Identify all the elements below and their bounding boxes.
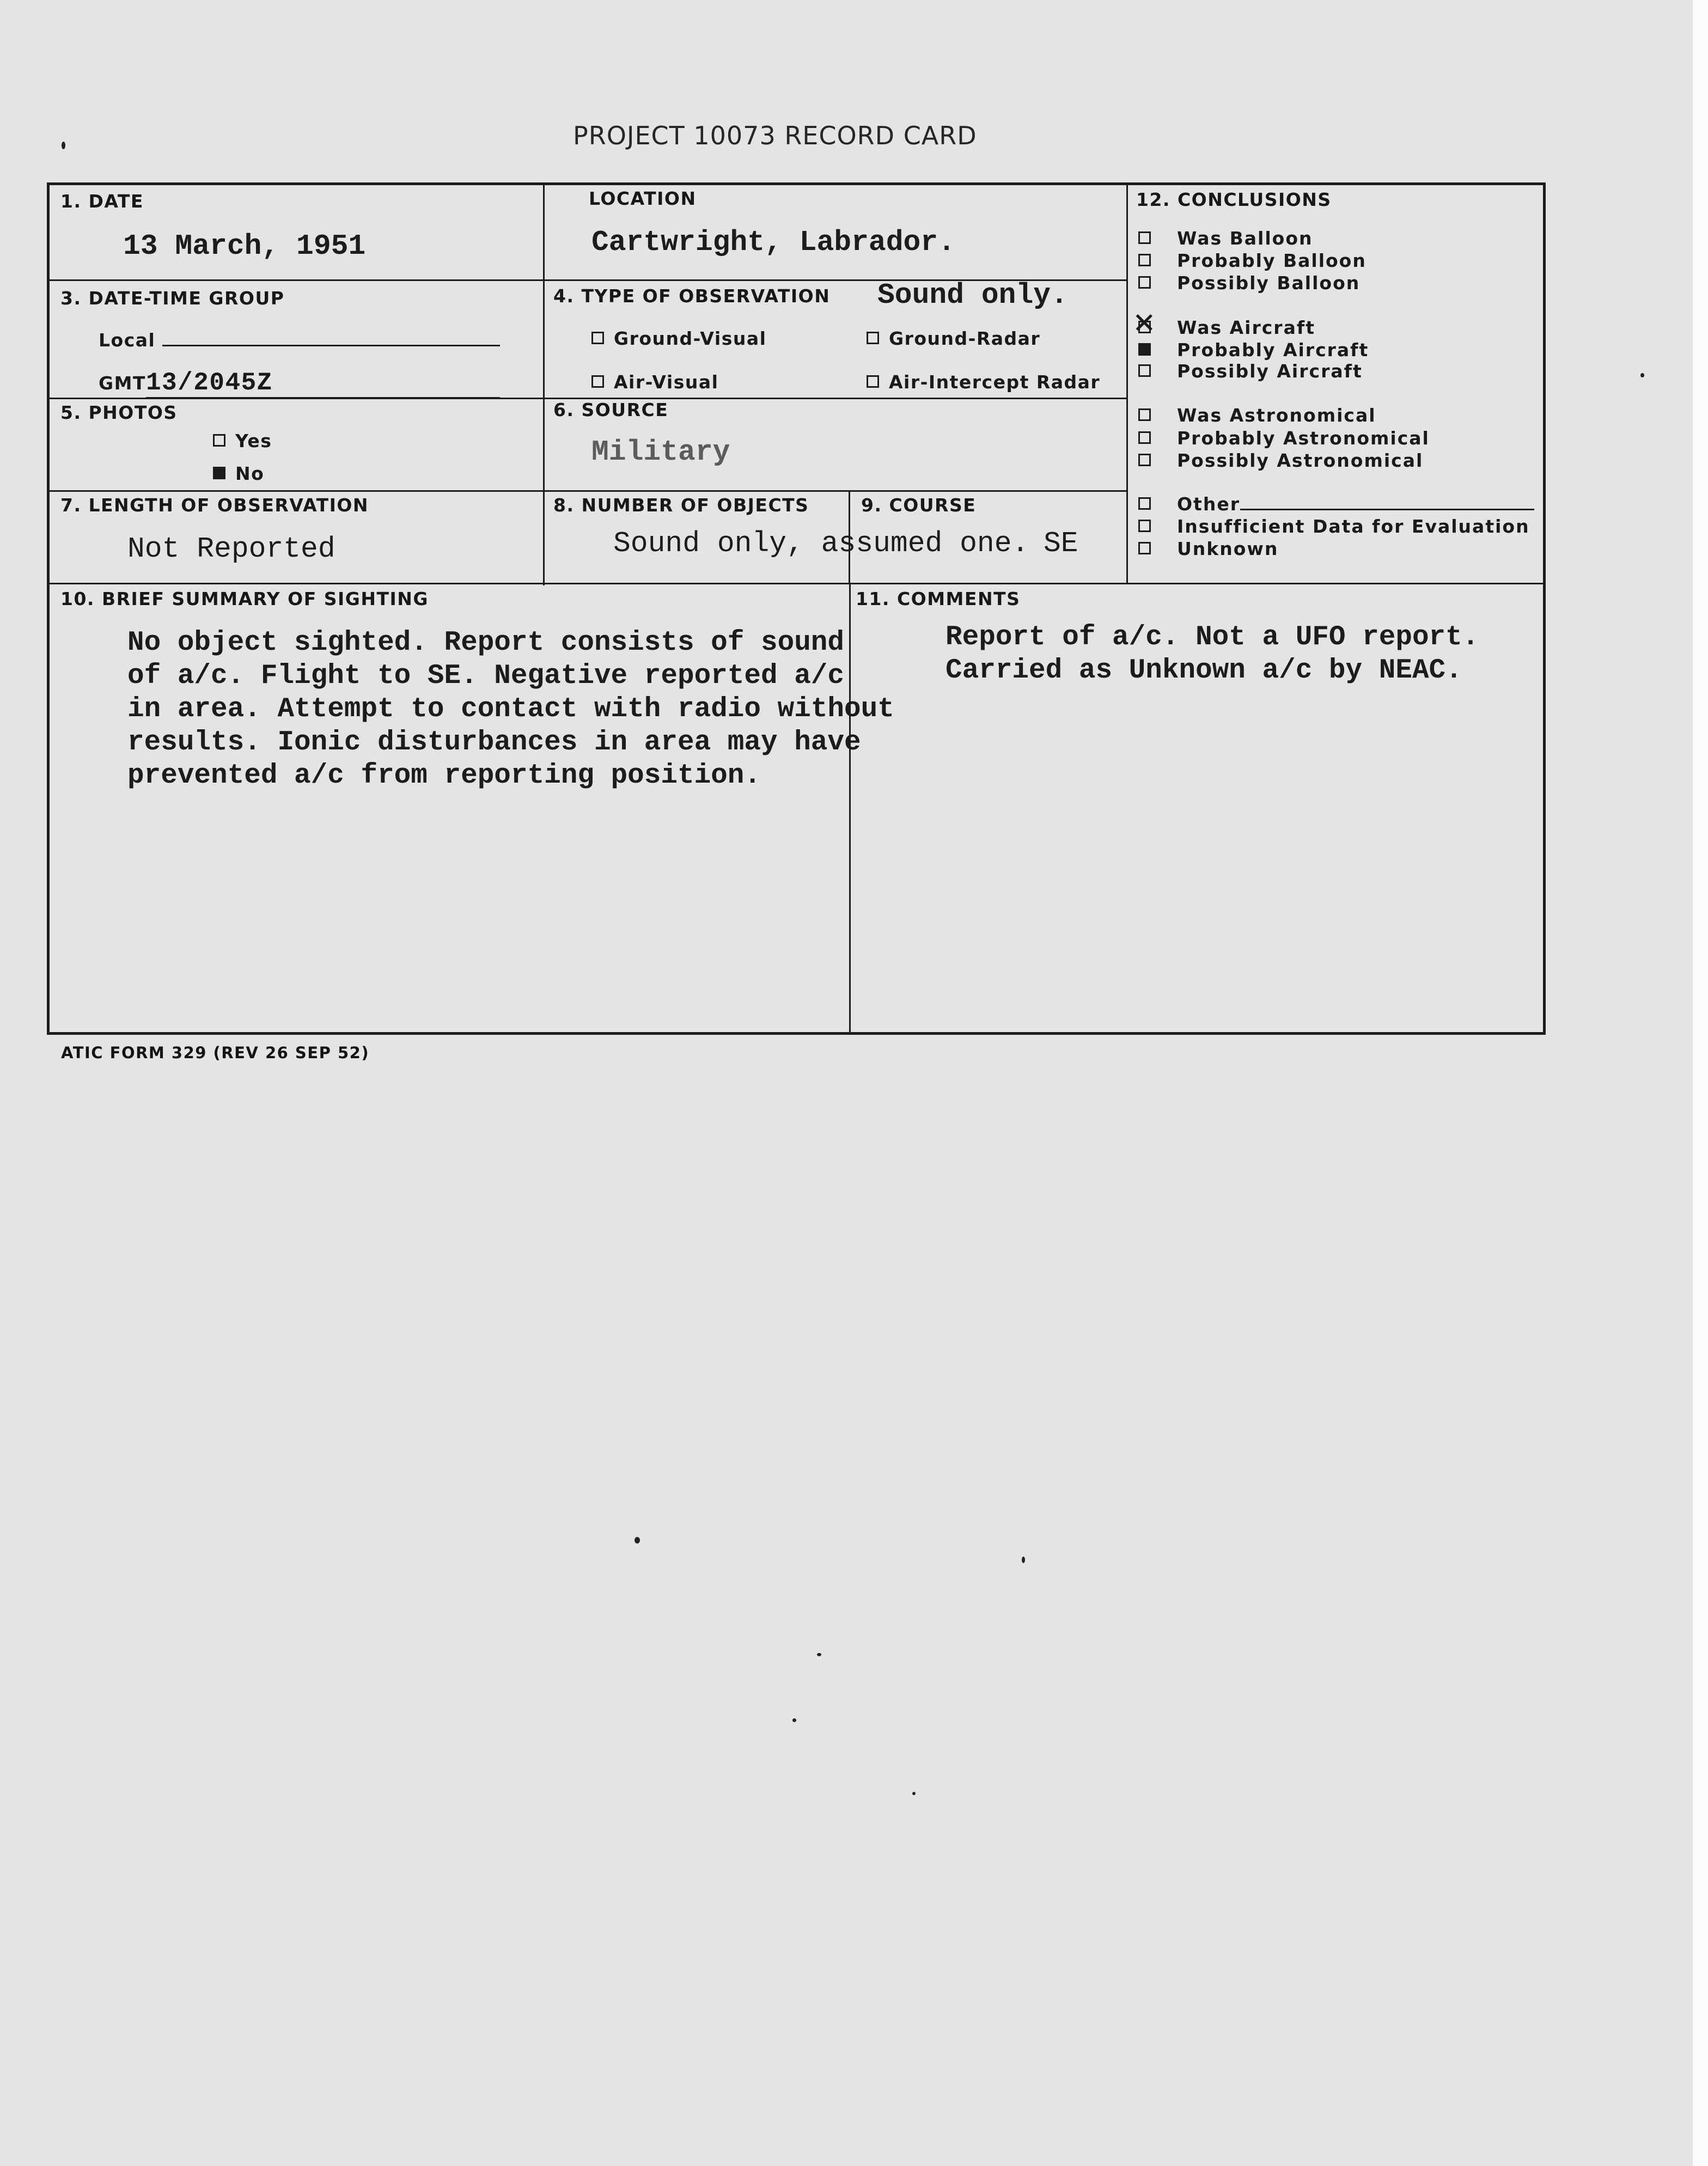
checkbox-checked-icon bbox=[213, 467, 225, 479]
other-blank-line bbox=[1240, 509, 1534, 510]
conclusion-was-balloon: Was Balloon bbox=[1138, 228, 1313, 249]
checkbox-icon bbox=[1138, 364, 1151, 377]
local-blank-line bbox=[162, 345, 500, 346]
location-value: Cartwright, Labrador. bbox=[591, 226, 955, 259]
source-label: 6. SOURCE bbox=[553, 399, 669, 420]
gmt-time-field bbox=[99, 369, 500, 399]
checkbox-icon bbox=[591, 375, 604, 388]
type-of-observation-value: Sound only. bbox=[877, 279, 1068, 312]
conclusion-was-aircraft: ✕Was Aircraft bbox=[1138, 317, 1315, 338]
option-air-intercept-radar: Air-Intercept Radar bbox=[867, 371, 1100, 393]
gmt-value: 13/2045Z bbox=[146, 369, 500, 399]
date-value: 13 March, 1951 bbox=[123, 230, 366, 263]
page-title: PROJECT 10073 RECORD CARD bbox=[573, 121, 977, 150]
type-of-observation-label: 4. TYPE OF OBSERVATION bbox=[553, 285, 831, 307]
scan-speck bbox=[1640, 373, 1644, 377]
photos-option-no: No bbox=[213, 463, 264, 484]
checkbox-icon bbox=[1138, 408, 1151, 421]
checkbox-icon bbox=[1138, 231, 1151, 244]
conclusion-was-astronomical: Was Astronomical bbox=[1138, 405, 1376, 426]
checkbox-icon bbox=[1138, 497, 1151, 510]
checkbox-icon bbox=[867, 375, 879, 388]
checkbox-icon bbox=[867, 332, 879, 344]
record-card bbox=[47, 182, 1546, 1035]
scan-speck bbox=[817, 1653, 821, 1656]
checkbox-icon bbox=[213, 434, 225, 447]
scan-speck bbox=[792, 1718, 796, 1722]
photos-label: 5. PHOTOS bbox=[60, 402, 178, 423]
checkbox-icon bbox=[591, 332, 604, 344]
option-ground-visual: Ground-Visual bbox=[591, 328, 766, 349]
divider bbox=[50, 490, 1126, 492]
number-of-objects-value: Sound only, assumed one. bbox=[613, 527, 1029, 560]
date-time-group-label: 3. DATE-TIME GROUP bbox=[60, 288, 285, 309]
checkbox-icon bbox=[1138, 254, 1151, 266]
checkbox-icon bbox=[1138, 542, 1151, 554]
conclusion-possibly-astronomical: Possibly Astronomical bbox=[1138, 450, 1423, 471]
scan-speck bbox=[635, 1537, 640, 1543]
summary-text: No object sighted. Report consists of sound of a/c. Flight to SE. Negative reported a/c in area. Attempt to contact with radio without results. Ionic disturbances in area may have prevented a/c from reporting position. bbox=[127, 627, 894, 791]
scan-speck bbox=[1022, 1557, 1025, 1563]
divider bbox=[50, 583, 1543, 584]
scan-speck bbox=[912, 1792, 916, 1795]
location-label: LOCATION bbox=[589, 188, 697, 209]
checkbox-checked-icon bbox=[1138, 321, 1151, 333]
course-label: 9. COURSE bbox=[861, 495, 977, 516]
checkbox-icon bbox=[1138, 520, 1151, 532]
photos-option-yes: Yes bbox=[213, 430, 272, 451]
divider bbox=[1126, 185, 1128, 583]
summary-label: 10. BRIEF SUMMARY OF SIGHTING bbox=[60, 588, 429, 609]
conclusion-unknown: Unknown bbox=[1138, 538, 1278, 559]
comments-text: Report of a/c. Not a UFO report. Carried as Unknown a/c by NEAC. bbox=[945, 622, 1479, 686]
conclusion-possibly-aircraft: Possibly Aircraft bbox=[1138, 361, 1363, 382]
conclusion-insufficient-data: Insufficient Data for Evaluation bbox=[1138, 516, 1530, 537]
source-value: Military bbox=[591, 436, 730, 468]
number-of-objects-label: 8. NUMBER OF OBJECTS bbox=[553, 495, 809, 516]
option-ground-radar: Ground-Radar bbox=[867, 328, 1040, 349]
page-edge bbox=[1693, 0, 1708, 2166]
scan-speck bbox=[62, 142, 65, 149]
checkbox-icon bbox=[1138, 431, 1151, 444]
conclusion-possibly-balloon: Possibly Balloon bbox=[1138, 272, 1360, 294]
comments-label: 11. COMMENTS bbox=[856, 588, 1021, 609]
conclusion-other: Other bbox=[1138, 493, 1534, 515]
conclusion-probably-aircraft: Probably Aircraft bbox=[1138, 339, 1369, 361]
checkbox-icon bbox=[1138, 454, 1151, 466]
form-number: ATIC FORM 329 (REV 26 SEP 52) bbox=[61, 1044, 370, 1062]
divider bbox=[543, 185, 545, 585]
gmt-label: GMT bbox=[99, 373, 146, 394]
checkbox-icon bbox=[1138, 276, 1151, 289]
length-of-observation-label: 7. LENGTH OF OBSERVATION bbox=[60, 495, 369, 516]
course-value: SE bbox=[1044, 527, 1078, 560]
local-time-field bbox=[99, 330, 500, 351]
conclusion-probably-balloon: Probably Balloon bbox=[1138, 250, 1367, 271]
checkbox-checked-icon bbox=[1138, 343, 1151, 356]
local-label: Local bbox=[99, 330, 156, 351]
length-of-observation-value: Not Reported bbox=[127, 533, 335, 565]
date-label: 1. DATE bbox=[60, 191, 144, 212]
conclusion-probably-astronomical: Probably Astronomical bbox=[1138, 428, 1430, 449]
conclusions-label: 12. CONCLUSIONS bbox=[1136, 189, 1332, 210]
option-air-visual: Air-Visual bbox=[591, 371, 718, 393]
